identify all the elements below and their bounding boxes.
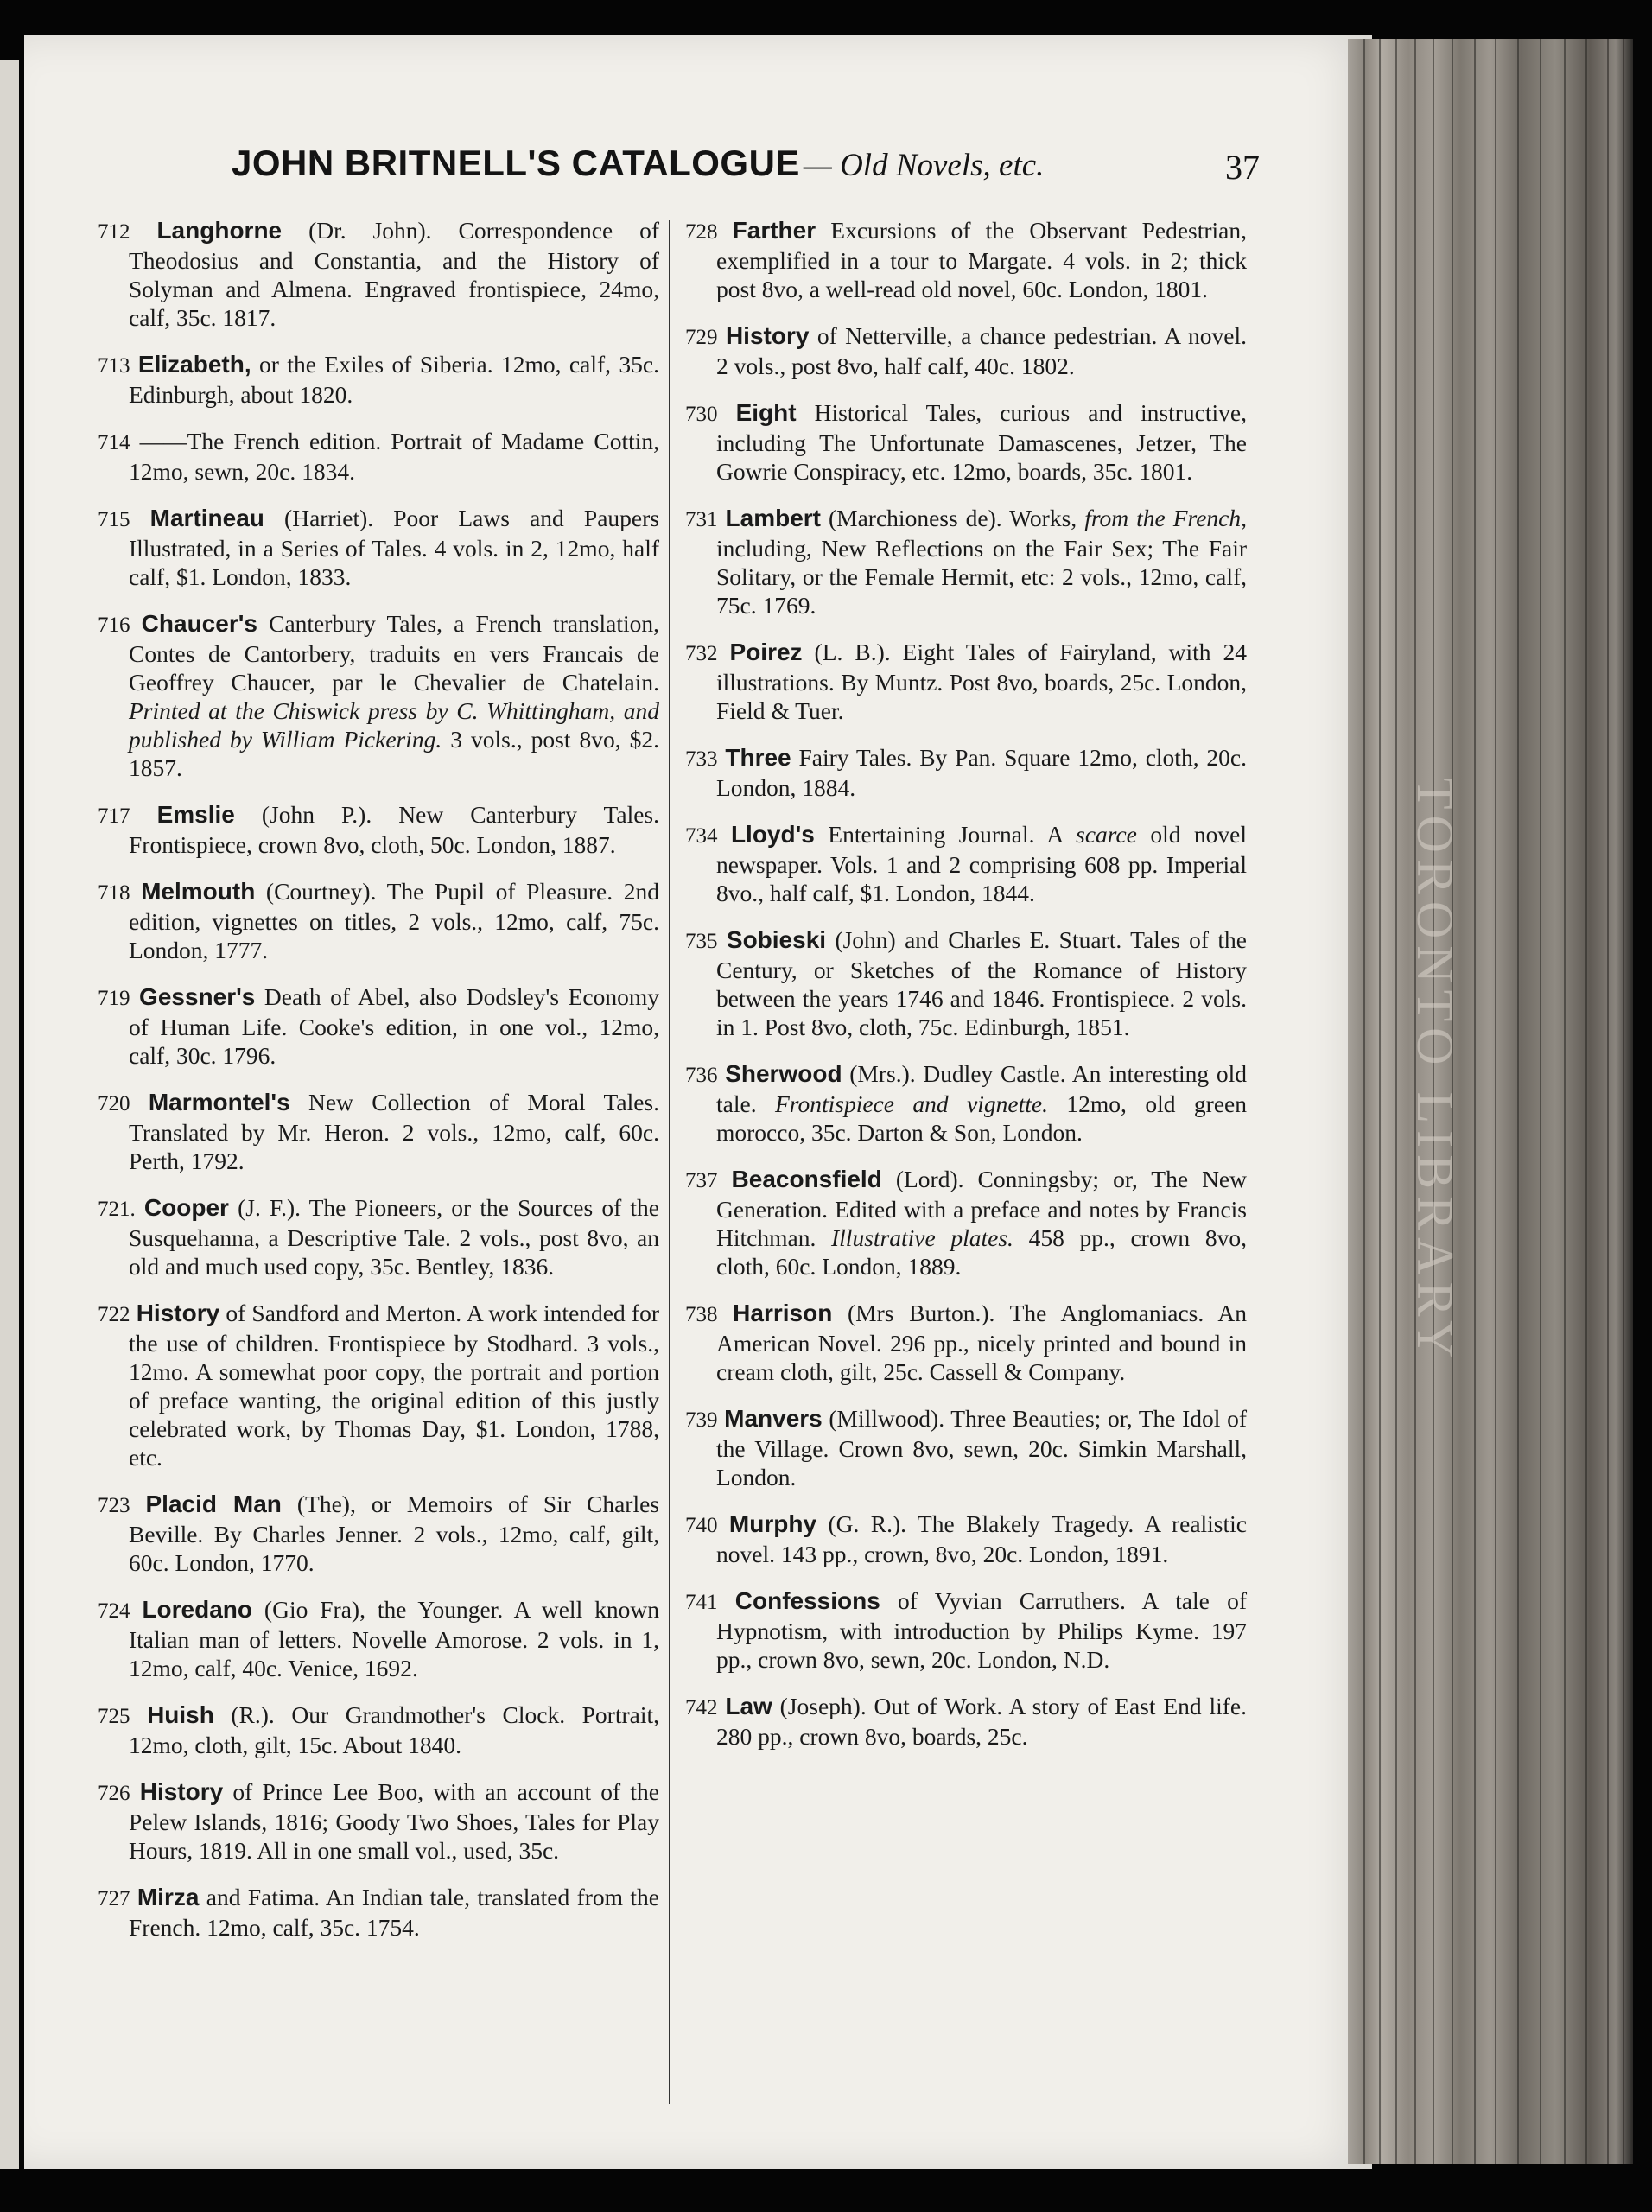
entry-italic-note: from the French, xyxy=(1084,505,1247,531)
catalogue-entry xyxy=(98,1088,659,1175)
entry-description: Historical Tales, curious and instructive, including The Unfortunate Damascenes, Jetzer, The Gowrie Conspiracy, etc. 12mo, boards, 35c. 1801. xyxy=(716,399,1248,485)
catalogue-entry xyxy=(685,1299,1247,1386)
entry-number: 712 xyxy=(98,220,130,244)
entry-number: 727 xyxy=(98,1887,130,1910)
entry-number: 725 xyxy=(98,1705,130,1728)
entry-number: 717 xyxy=(98,804,130,828)
adjacent-page-edge xyxy=(0,60,19,2169)
entry-keyword: Farther xyxy=(732,217,816,244)
page-edge-line xyxy=(1474,39,1476,2164)
entry-number: 731 xyxy=(685,508,718,531)
entry-number: 733 xyxy=(685,747,718,771)
entry-description: Entertaining Journal. A xyxy=(814,821,1077,848)
entry-keyword: Beaconsfield xyxy=(731,1166,882,1192)
entry-description: (Dr. John). Correspondence of Theodosius and Constantia, and the History of Solyman and Almena. Engraved frontispiece, 24mo, calf, 35c. 1817. xyxy=(129,217,660,331)
entry-keyword: Harrison xyxy=(733,1300,833,1326)
right-column xyxy=(685,216,1247,1769)
catalogue-entry xyxy=(685,321,1247,380)
entry-number: 735 xyxy=(685,930,718,953)
page-edge-line xyxy=(1585,39,1587,2164)
page-number: 37 xyxy=(1225,148,1260,187)
catalogue-entry xyxy=(685,1165,1247,1281)
entry-number: 736 xyxy=(685,1064,718,1087)
entry-description-cont: 12mo, old green morocco, 35c. Darton & Son, London. xyxy=(716,1090,1247,1146)
entry-keyword: Gessner's xyxy=(139,983,256,1010)
catalogue-entry xyxy=(685,1510,1247,1568)
entry-description: Canterbury Tales, a French translation, Contes de Cantorbery, traduits en vers Francais de Geoffrey Chaucer, par le Chevalier de Chatelain. xyxy=(129,610,660,696)
entry-description: (Millwood). Three Beauties; or, The Idol of the Village. Crown 8vo, sewn, 20c. Simkin Marshall, London. xyxy=(716,1405,1247,1491)
entry-description: (Marchioness de). Works, xyxy=(820,505,1085,531)
entry-number: 729 xyxy=(685,326,718,349)
entry-number: 732 xyxy=(685,642,718,665)
catalogue-entry xyxy=(98,1777,659,1865)
catalogue-entry xyxy=(98,1883,659,1942)
entry-number: 741 xyxy=(685,1591,718,1614)
entry-keyword: Cooper xyxy=(143,1194,229,1221)
catalogue-entry xyxy=(685,925,1247,1041)
catalogue-entry xyxy=(685,1059,1247,1147)
library-stamp: TORONTO LIBRARY xyxy=(1407,778,1464,1365)
catalogue-title: JOHN BRITNELL'S CATALOGUE xyxy=(232,143,800,183)
left-column xyxy=(98,216,659,1960)
page-edge-line xyxy=(1363,39,1365,2164)
entry-description: (John P.). New Canterbury Tales. Frontispiece, crown 8vo, cloth, 50c. London, 1887. xyxy=(129,801,659,858)
catalogue-entry xyxy=(98,1193,659,1281)
catalogue-entry xyxy=(98,1595,659,1682)
page-edge-line xyxy=(1607,39,1609,2164)
entry-description: Excursions of the Observant Pedestrian, exemplified in a tour to Margate. 4 vols. in 2; thick post 8vo, a well-read old novel, 60c. London, 1801. xyxy=(716,217,1247,302)
entry-number: 737 xyxy=(685,1169,718,1192)
entry-number: 713 xyxy=(98,354,130,378)
entry-number: 738 xyxy=(685,1303,718,1326)
catalogue-entry xyxy=(98,427,659,486)
entry-keyword: Confessions xyxy=(734,1587,880,1614)
entry-number: 726 xyxy=(98,1782,130,1805)
entry-description: (Lord). Conningsby; or, The New Generation. Edited with a preface and notes by Francis Hitchman. xyxy=(716,1166,1248,1251)
page-edge-line xyxy=(1379,39,1381,2164)
entry-number: 716 xyxy=(98,613,130,637)
entry-keyword: Langhorne xyxy=(156,217,283,244)
entry-description: (John) and Charles E. Stuart. Tales of the Century, or Sketches of the Romance of History between the years 1746 and 1846. Frontispiece. 2 vols. in 1. Post 8vo, cloth, 75c. Edinburgh, 1851. xyxy=(716,926,1247,1040)
entry-description-cont: 3 vols., post 8vo, $2. 1857. xyxy=(129,726,659,781)
entry-description: of Prince Lee Boo, with an account of the Pelew Islands, 1816; Goody Two Shoes, Tales for Play Hours, 1819. All in one small vol., used, 35c. xyxy=(129,1778,660,1864)
catalogue-entry xyxy=(98,982,659,1070)
entry-number: 718 xyxy=(98,881,130,905)
entry-description: (J. F.). The Pioneers, or the Sources of the Susquehanna, a Descriptive Tale. 2 vols., post 8vo, an old and much used copy, 35c. Bentley, 1836. xyxy=(129,1194,660,1280)
entry-description-cont: 458 pp., crown 8vo, cloth, 60c. London, 1889. xyxy=(716,1224,1247,1280)
entry-number: 719 xyxy=(98,987,130,1010)
entry-keyword: History xyxy=(725,322,810,349)
entry-description: Fairy Tales. By Pan. Square 12mo, cloth, 20c. London, 1884. xyxy=(716,744,1247,801)
catalogue-entry xyxy=(685,820,1247,907)
catalogue-entry xyxy=(98,350,659,409)
entry-keyword: Lloyd's xyxy=(730,821,815,848)
entry-description: (Joseph). Out of Work. A story of East End life. 280 pp., crown 8vo, boards, 25c. xyxy=(716,1693,1248,1750)
entry-description: (Mrs Burton.). The Anglomaniacs. An American Novel. 296 pp., nicely printed and bound in cream cloth, gilt, 25c. Cassell & Company. xyxy=(716,1300,1247,1385)
entry-number: 742 xyxy=(685,1696,718,1719)
catalogue-entry xyxy=(685,216,1247,303)
entry-keyword: History xyxy=(139,1778,224,1805)
catalogue-entry xyxy=(98,1490,659,1577)
page-edge-line xyxy=(1395,39,1397,2164)
entry-description: of Vyvian Carruthers. A tale of Hypnotism, with introduction by Philips Kyme. 197 pp., crown 8vo, sewn, 20c. London, N.D. xyxy=(716,1587,1247,1673)
entry-description: Death of Abel, also Dodsley's Economy of Human Life. Cooke's edition, in one vol., 12mo, calf, 30c. 1796. xyxy=(129,983,660,1069)
entry-number: 740 xyxy=(685,1514,718,1537)
page-edge-line xyxy=(1495,39,1496,2164)
entry-keyword: Elizabeth, xyxy=(137,351,251,378)
entry-italic-note: scarce xyxy=(1076,821,1137,848)
entry-description: (The), or Memoirs of Sir Charles Beville. By Charles Jenner. 2 vols., 12mo, calf, gilt, 60c. London, 1770. xyxy=(129,1491,660,1576)
catalogue-entry xyxy=(685,743,1247,802)
catalogue-entry xyxy=(98,800,659,859)
catalogue-entry xyxy=(98,1299,659,1471)
entry-description: of Sandford and Merton. A work intended for the use of children. Frontispiece by Stodhard. 3 vols., 12mo. A somewhat poor copy, the portrait and portion of preface wanting, the original edition of this justly celebrated work, by Thomas Day, $1. London, 1788, etc. xyxy=(129,1300,659,1471)
page-edge-line xyxy=(1517,39,1519,2164)
catalogue-entry xyxy=(685,1586,1247,1674)
entry-italic-note: Illustrative plates. xyxy=(831,1224,1013,1251)
entry-number: 728 xyxy=(685,220,718,244)
entry-description: (Harriet). Poor Laws and Paupers Illustrated, in a Series of Tales. 4 vols. in 2, 12mo, half calf, $1. London, 1833. xyxy=(129,505,659,590)
entry-number: 721. xyxy=(98,1198,136,1221)
entry-number: 715 xyxy=(98,508,130,531)
entry-keyword: Chaucer's xyxy=(141,610,257,637)
entry-description: (Gio Fra), the Younger. A well known Italian man of letters. Novelle Amorose. 2 vols. in 1, 12mo, calf, 40c. Venice, 1692. xyxy=(129,1596,659,1681)
entry-keyword: Eight xyxy=(735,399,797,426)
column-divider xyxy=(669,220,670,2104)
entry-description: ——The French edition. Portrait of Madame Cottin, 12mo, sewn, 20c. 1834. xyxy=(129,428,659,485)
entry-keyword: Marmontel's xyxy=(148,1089,290,1116)
entry-keyword: Melmouth xyxy=(141,878,256,905)
catalogue-entry xyxy=(98,504,659,591)
page-edge-line xyxy=(1564,39,1566,2164)
catalogue-entry xyxy=(98,1700,659,1759)
catalogue-entry xyxy=(685,638,1247,725)
entry-description: of Netterville, a chance pedestrian. A novel. 2 vols., post 8vo, half calf, 40c. 1802. xyxy=(716,322,1248,379)
entry-keyword: Poirez xyxy=(729,639,803,665)
entry-keyword: Law xyxy=(725,1693,772,1719)
entry-keyword: Lambert xyxy=(725,505,821,531)
entry-description: (R.). Our Grandmother's Clock. Portrait, 12mo, cloth, gilt, 15c. About 1840. xyxy=(129,1701,660,1758)
entry-number: 739 xyxy=(685,1408,718,1432)
entry-keyword: Placid Man xyxy=(145,1491,282,1517)
entry-keyword: Loredano xyxy=(142,1596,252,1623)
entry-keyword: Martineau xyxy=(149,505,264,531)
catalogue-entry xyxy=(98,877,659,964)
entry-description: (G. R.). The Blakely Tragedy. A realistic novel. 143 pp., crown, 8vo, 20c. London, 1891. xyxy=(716,1510,1247,1567)
entry-keyword: Mirza xyxy=(137,1884,200,1910)
entry-italic-note: Printed at the Chiswick press by C. Whittingham, and published by William Pickering. xyxy=(129,697,659,753)
entry-description: or the Exiles of Siberia. 12mo, calf, 35c. Edinburgh, about 1820. xyxy=(129,351,660,408)
entry-number: 730 xyxy=(685,403,718,426)
entry-number: 723 xyxy=(98,1494,130,1517)
page-edge-line xyxy=(1540,39,1541,2164)
catalogue-entry xyxy=(685,1404,1247,1491)
entry-keyword: Murphy xyxy=(728,1510,817,1537)
catalogue-page xyxy=(24,35,1372,2169)
section-subtitle: — Old Novels, etc. xyxy=(803,148,1045,183)
entry-keyword: Manvers xyxy=(724,1405,823,1432)
entry-description: New Collection of Moral Tales. Translated by Mr. Heron. 2 vols., 12mo, calf, 60c. Perth, 1792. xyxy=(129,1089,659,1174)
entry-description: (L. B.). Eight Tales of Fairyland, with 24 illustrations. By Muntz. Post 8vo, boards, 25c. London, Field & Tuer. xyxy=(716,639,1247,724)
entry-number: 722 xyxy=(98,1303,130,1326)
page-edge-line xyxy=(1623,39,1624,2164)
entry-number: 724 xyxy=(98,1599,130,1623)
entry-description: (Courtney). The Pupil of Pleasure. 2nd edition, vignettes on titles, 2 vols., 12mo, calf, 75c. London, 1777. xyxy=(129,878,659,963)
entry-italic-note: Frontispiece and vignette. xyxy=(775,1090,1048,1117)
entry-keyword: Sobieski xyxy=(726,926,827,953)
entry-description-cont: including, New Reflections on the Fair Sex; The Fair Solitary, or the Female Hermit, etc: 2 vols., 12mo, calf, 75c. 1769. xyxy=(716,535,1247,619)
book-page-edges xyxy=(1348,39,1633,2164)
entry-keyword: Emslie xyxy=(156,801,235,828)
entry-keyword: History xyxy=(136,1300,220,1326)
entry-keyword: Sherwood xyxy=(725,1060,842,1087)
catalogue-entry xyxy=(98,609,659,782)
catalogue-entry xyxy=(685,504,1247,620)
catalogue-entry xyxy=(98,216,659,332)
entry-number: 734 xyxy=(685,824,718,848)
running-header xyxy=(232,143,1130,194)
entry-number: 714 xyxy=(98,431,130,454)
entry-description: (Mrs.). Dudley Castle. An interesting old tale. xyxy=(716,1060,1247,1117)
entry-description-cont: old novel newspaper. Vols. 1 and 2 comprising 608 pp. Imperial 8vo., half calf, $1. London, 1844. xyxy=(716,821,1247,906)
entry-number: 720 xyxy=(98,1092,130,1116)
entry-keyword: Huish xyxy=(147,1701,214,1728)
catalogue-entry xyxy=(685,398,1247,486)
entry-keyword: Three xyxy=(725,744,791,771)
catalogue-entry xyxy=(685,1692,1247,1751)
entry-description: and Fatima. An Indian tale, translated from the French. 12mo, calf, 35c. 1754. xyxy=(129,1884,659,1941)
